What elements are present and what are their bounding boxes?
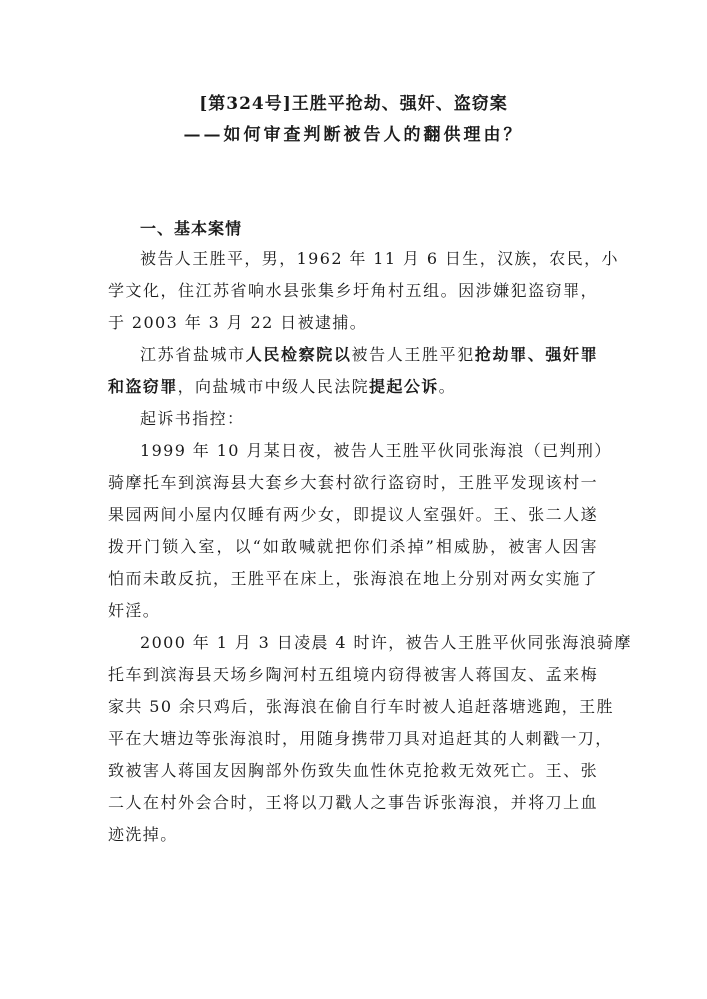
paragraph-line [108, 536, 598, 568]
bold-text: 抢劫罪、强奸罪 [474, 345, 598, 364]
paragraph-line [108, 664, 598, 696]
paragraph-line [108, 312, 598, 344]
paragraph-line [108, 696, 614, 728]
text-segment: 于 2003 年 3 月 22 日被逮捕。 [108, 313, 368, 332]
text-segment: 被告人王胜平，男，1962 年 11 月 6 日生，汉族，农民，小 [140, 249, 619, 268]
document-subtitle: ——如何审查判断被告人的翻供理由？ [183, 125, 524, 145]
paragraph-line [108, 600, 598, 632]
text-segment: 。 [438, 377, 457, 396]
text-segment: 骑摩托车到滨海县大套乡大套村欲行盗窃时，王胜平发现该村一 [108, 473, 598, 492]
text-segment: 致被害人蒋国友因胸部外伤致失血性休克抢救无效死亡。王、张 [108, 761, 598, 780]
bold-text: 提起公诉 [369, 377, 439, 396]
text-segment: 1999 年 10 月某日夜，被告人王胜平伙同张海浪（已判刑） [140, 441, 612, 460]
paragraph-line [108, 728, 613, 760]
paragraph-line [108, 344, 598, 376]
bold-text: 人民检察院以 [245, 345, 352, 364]
text-segment: 二人在村外会合时，王将以刀戳人之事告诉张海浪，并将刀上血 [108, 793, 598, 812]
paragraph-line [108, 376, 598, 408]
text-segment: 家共 50 余只鸡后，张海浪在偷自行车时被人追赶落塘逃跑，王胜 [108, 697, 614, 716]
text-segment: 奸淫。 [108, 601, 161, 620]
paragraph-line [108, 408, 598, 440]
paragraph-line [108, 504, 598, 536]
text-segment: 迹洗掉。 [108, 825, 178, 844]
paragraph-line [108, 824, 598, 856]
text-segment: 平在大塘边等张海浪时，用随身携带刀具对追赶其的人刺戳一刀， [108, 729, 613, 748]
paragraph-line [108, 440, 612, 472]
paragraph-line [108, 792, 598, 824]
document-title: [第324号]王胜平抢劫、强奸、盗窃案 [199, 94, 508, 114]
text-segment: 被告人王胜平犯 [351, 345, 475, 364]
text-segment: 起诉书指控： [140, 409, 245, 428]
section-heading: 一、基本案情 [140, 219, 243, 238]
paragraph-line [108, 472, 598, 504]
text-segment: 2000 年 1 月 3 日凌晨 4 时许，被告人王胜平伙同张海浪骑摩 [140, 633, 632, 652]
text-segment: 果园两间小屋内仅睡有两少女，即提议人室强奸。王、张二人遂 [108, 505, 598, 524]
document-body [108, 248, 632, 856]
paragraph-line [108, 248, 619, 280]
text-segment: 江苏省盐城市 [140, 345, 246, 364]
paragraph-line [108, 280, 598, 312]
text-segment: ，向盐城市中级人民法院 [177, 377, 370, 396]
text-segment: 学文化，住江苏省响水县张集乡圩角村五组。因涉嫌犯盗窃罪， [108, 281, 598, 300]
paragraph-line [108, 568, 598, 600]
paragraph-line [108, 632, 632, 664]
text-segment: 拨开门锁入室，以“如敢喊就把你们杀掉”相威胁，被害人因害 [108, 537, 598, 556]
text-segment: 托车到滨海县天场乡陶河村五组境内窃得被害人蒋国友、孟来梅 [108, 665, 598, 684]
paragraph-line [108, 760, 598, 792]
bold-text: 和盗窃罪 [108, 377, 178, 396]
text-segment: 怕而未敢反抗，王胜平在床上，张海浪在地上分别对两女实施了 [108, 569, 598, 588]
